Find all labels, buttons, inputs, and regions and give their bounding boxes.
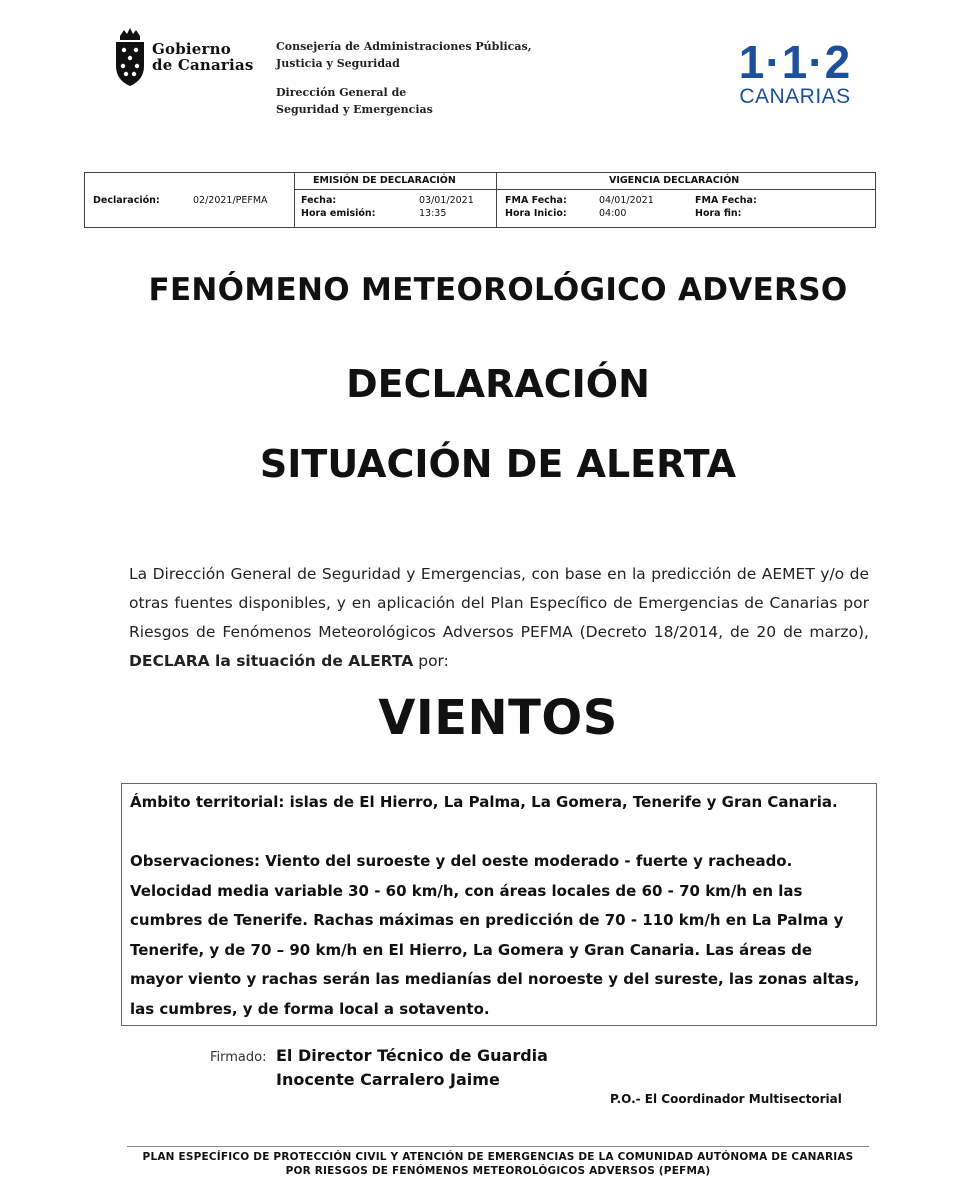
fma-fecha-value: 04/01/2021 (599, 195, 654, 206)
po-coordinador: P.O.- El Coordinador Multisectorial (610, 1092, 842, 1106)
gobierno-name: Gobierno de Canarias (152, 40, 254, 74)
signer-title: El Director Técnico de Guardia (276, 1046, 548, 1065)
direccion-general-name: Dirección General de Seguridad y Emergencias (276, 86, 433, 116)
title-declaracion: DECLARACIÓN (346, 362, 650, 406)
logo-112-region: CANARIAS (739, 85, 851, 108)
gobierno-canarias-logo (112, 26, 254, 88)
fecha-value: 03/01/2021 (419, 195, 474, 206)
hora-emision-label: Hora emisión: (301, 208, 376, 219)
signer-name: Inocente Carralero Jaime (276, 1070, 500, 1089)
fma-fecha-fin-label: FMA Fecha: (695, 195, 757, 206)
hora-emision-value: 13:35 (419, 208, 447, 219)
details-box (121, 783, 877, 1026)
fecha-label: Fecha: (301, 195, 337, 206)
hora-inicio-label: Hora Inicio: (505, 208, 567, 219)
fma-fecha-label: FMA Fecha: (505, 195, 567, 206)
hora-fin-label: Hora fin: (695, 208, 742, 219)
declaracion-value: 02/2021/PEFMA (193, 195, 268, 206)
firmado-label: Firmado: (210, 1050, 267, 1065)
declaracion-label: Declaración: (93, 195, 160, 206)
intro-paragraph: La Dirección General de Seguridad y Emergencias, con base en la predicción de AEMET y/o de otras fuentes disponibles, y en aplicación del Plan Específico de Emergencias de Canarias por Riesgos de Fenómenos Meteorológicos Adversos PEFMA (Decreto 18/2014, de 20 de marzo), DECLARA la situación de ALERTA por: (129, 565, 869, 670)
declara-alerta: DECLARA la situación de ALERTA (129, 652, 414, 670)
ambito-territorial: Ámbito territorial: islas de El Hierro, La Palma, La Gomera, Tenerife y Gran Canaria. (130, 793, 838, 811)
vigencia-header: VIGENCIA DECLARACIÓN (609, 175, 740, 186)
hora-inicio-value: 04:00 (599, 208, 627, 219)
phenomenon-title: VIENTOS (378, 690, 618, 746)
footer-plan: PLAN ESPECÍFICO DE PROTECCIÓN CIVIL Y ATENCIÓN DE EMERGENCIAS DE LA COMUNIDAD AUTÓNOMA DE CANARIAS POR RIESGOS DE FENÓMENOS METEOROLÓGICOS ADVERSOS (PEFMA) (142, 1151, 854, 1177)
logo-112-number: 1·1·2 (738, 36, 852, 88)
footer-divider (127, 1146, 869, 1147)
declaration-table (84, 172, 876, 228)
observaciones: Observaciones: Viento del suroeste y del oeste moderado - fuerte y racheado. Velocidad media variable 30 - 60 km/h, con áreas locales de 60 - 70 km/h en las cumbres de Tenerife. Rachas máximas en predicción de 70 - 110 km/h en La Palma y Tenerife, y de 70 – 90 km/h en El Hierro, La Gomera y Gran Canaria. Las áreas de mayor viento y rachas serán las medianías del noroeste y del sureste, las zonas altas, las cumbres, y de forma local a sotavento. (130, 852, 860, 1018)
consejeria-name: Consejería de Administraciones Públicas, Justicia y Seguridad (276, 40, 532, 70)
logo-112-canarias (732, 38, 858, 108)
title-situacion-alerta: SITUACIÓN DE ALERTA (259, 442, 737, 486)
coat-of-arms-icon (112, 26, 148, 88)
title-fenomeno: FENÓMENO METEOROLÓGICO ADVERSO (148, 272, 848, 308)
emision-header: EMISIÓN DE DECLARACIÓN (313, 175, 456, 186)
